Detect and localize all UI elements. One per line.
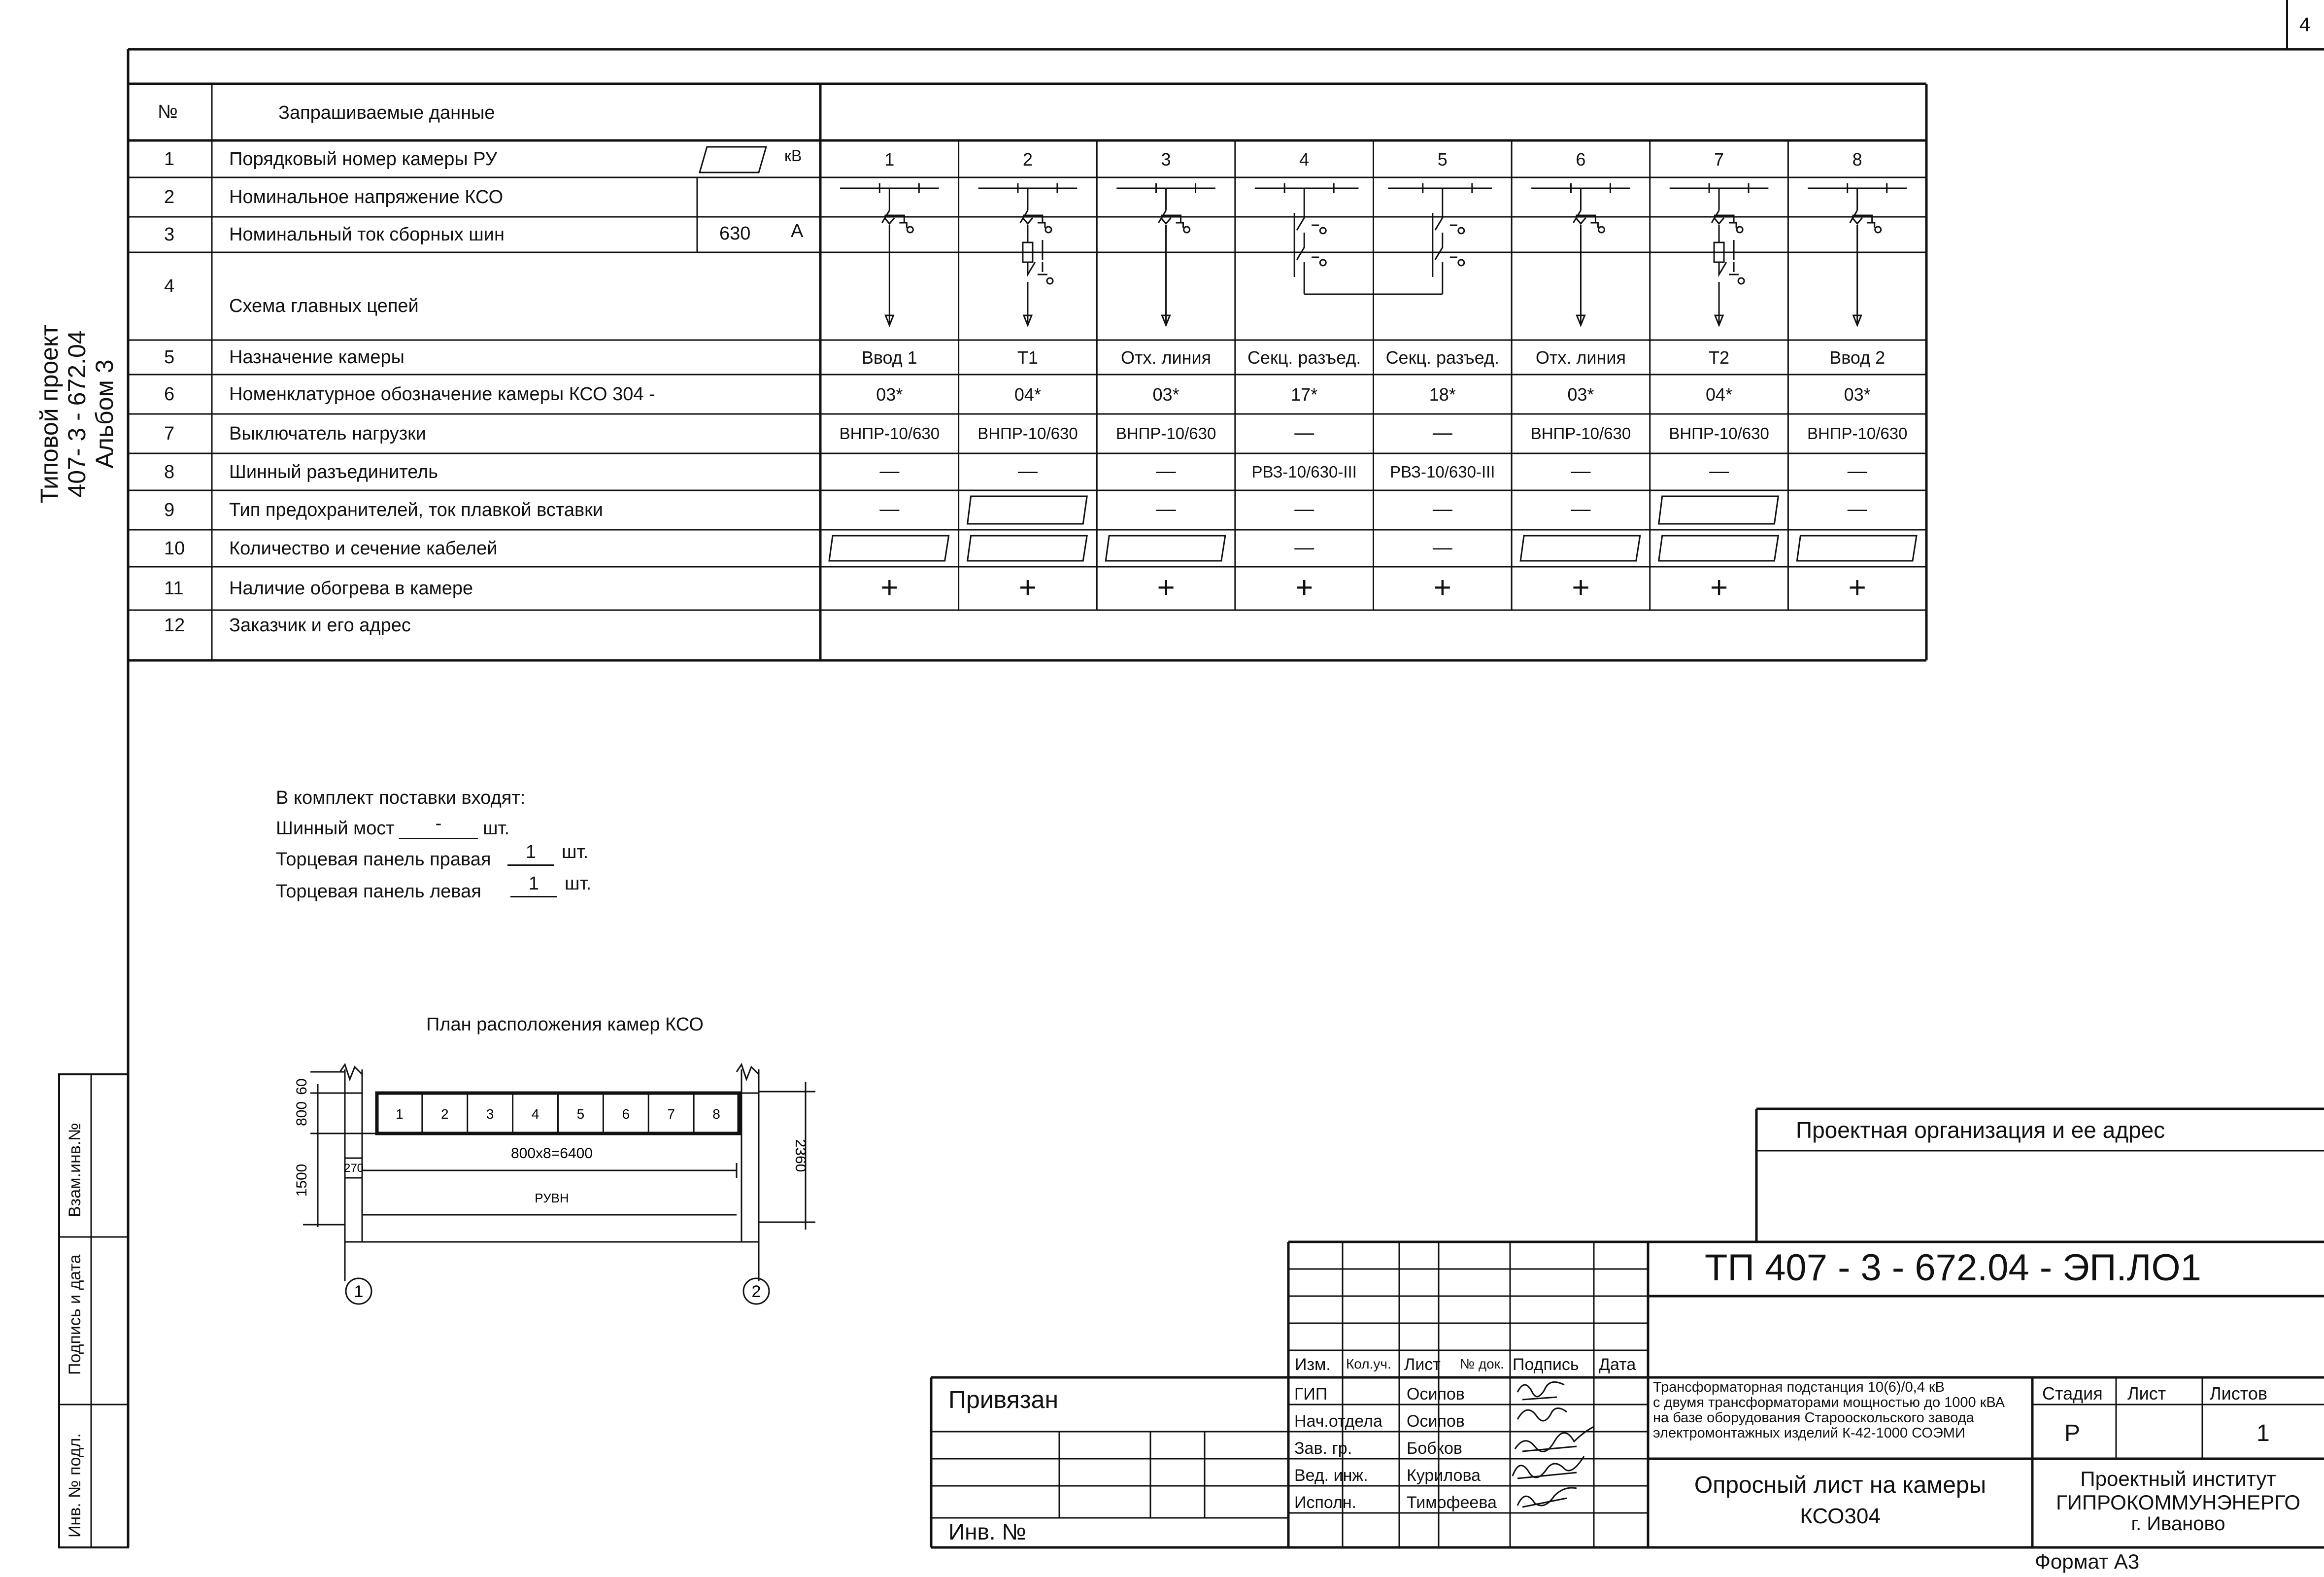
format-label: Формат А3 — [2035, 1550, 2140, 1573]
cell-1-purpose: Ввод 1 — [861, 347, 917, 368]
cell-3-heating: + — [1157, 571, 1175, 605]
cell-2-heating: + — [1018, 571, 1037, 605]
side-title-line2: 407- 3 - 672.04 — [63, 330, 91, 498]
row-2-unit: кВ — [784, 147, 802, 165]
cell-8-disconnector: — — [1847, 460, 1867, 482]
cell-1-fuse: — — [879, 498, 900, 520]
institute-1: Проектный институт — [2080, 1467, 2276, 1490]
cell-7-code: 04* — [1706, 384, 1733, 405]
plan-cell-7: 7 — [667, 1106, 675, 1122]
row-4-no: 4 — [164, 276, 175, 297]
drawing-code: ТП 407 - 3 - 672.04 - ЭП.ЛО1 — [1705, 1247, 2201, 1289]
row-3-label: Номинальный ток сборных шин — [229, 224, 505, 245]
cell-8-switch: ВНПР-10/630 — [1807, 424, 1908, 443]
row-10-no: 10 — [164, 538, 185, 559]
header-requested: Запрашиваемые данные — [278, 103, 495, 123]
sheets-value: 1 — [2257, 1420, 2270, 1446]
col-list: Лист — [1404, 1355, 1441, 1374]
stamp-inv-original: Инв. № подл. — [66, 1433, 84, 1538]
row-12-no: 12 — [164, 615, 185, 636]
person-name: Бобков — [1407, 1439, 1462, 1458]
row-9-label: Тип предохранителей, ток плавкой вставки — [229, 500, 604, 520]
col-date: Дата — [1599, 1355, 1636, 1374]
signatures — [1513, 1382, 1594, 1507]
cell-5-disconnector: РВЗ-10/630-III — [1390, 462, 1495, 481]
row-10-label: Количество и сечение кабелей — [229, 538, 498, 559]
cell-3-switch: ВНПР-10/630 — [1115, 424, 1216, 443]
row-3-unit: А — [791, 221, 804, 241]
plan-axis-1: 1 — [354, 1282, 364, 1301]
cell-7-disconnector: — — [1709, 460, 1729, 482]
row-2-label: Номинальное напряжение КСО — [229, 187, 504, 207]
cell-5-purpose: Секц. разъед. — [1385, 347, 1500, 368]
cell-4-heating: + — [1295, 571, 1314, 605]
plan-dim-270: 270 — [343, 1162, 364, 1175]
kit-panel-right-label: Торцевая панель правая — [276, 849, 491, 870]
cell-2-num: 2 — [1022, 149, 1033, 170]
row-6-label: Номенклатурное обозначение камеры КСО 304 - — [229, 384, 655, 405]
bound-label: Привязан — [948, 1386, 1059, 1413]
desc-line-4: электромонтажных изделий К-42-1000 СОЭМИ — [1653, 1425, 1965, 1441]
row-1-label: Порядковый номер камеры РУ — [229, 148, 497, 170]
cell-1-num: 1 — [884, 149, 895, 170]
cell-2-switch: ВНПР-10/630 — [977, 424, 1078, 443]
stamp-signature-date: Подпись и дата — [66, 1254, 84, 1375]
cell-5-num: 5 — [1437, 149, 1448, 170]
cell-8-num: 8 — [1852, 149, 1862, 170]
cell-8-code: 03* — [1844, 384, 1871, 405]
person-role: Вед. инж. — [1294, 1466, 1368, 1485]
kit-bus-bridge-unit: шт. — [483, 818, 510, 839]
side-title-line3: Альбом 3 — [91, 359, 118, 469]
row-3-no: 3 — [164, 224, 175, 245]
cell-3-num: 3 — [1161, 149, 1171, 170]
stamp-replace-inv: Взам.инв.№ — [66, 1123, 84, 1217]
cell-4-purpose: Секц. разъед. — [1247, 347, 1361, 368]
desc-line-1: Трансформаторная подстанция 10(6)/0,4 кВ — [1653, 1379, 1945, 1395]
kit-panel-left-label: Торцевая панель левая — [276, 881, 481, 902]
person-role: Исполн. — [1294, 1493, 1357, 1512]
plan-cell-5: 5 — [576, 1106, 585, 1122]
col-kol-uch: Кол.уч. — [1346, 1356, 1391, 1371]
cell-1-disconnector: — — [879, 460, 900, 482]
kit-panel-left-value: 1 — [510, 874, 557, 897]
plan-total-dim: 800x8=6400 — [511, 1145, 593, 1162]
row-7-label: Выключатель нагрузки — [229, 423, 426, 444]
cell-4-disconnector: РВЗ-10/630-III — [1251, 462, 1357, 481]
row-2-no: 2 — [164, 187, 175, 207]
org-header: Проектная организация и ее адрес — [1796, 1117, 2165, 1143]
person-name: Курилова — [1407, 1466, 1481, 1485]
cell-2-code: 04* — [1014, 384, 1041, 405]
col-doc: № док. — [1460, 1356, 1504, 1371]
stage-value: Р — [2064, 1420, 2081, 1446]
row-11-label: Наличие обогрева в камере — [229, 578, 473, 599]
cell-1-heating: + — [880, 571, 899, 605]
plan-cell-1: 1 — [396, 1106, 404, 1122]
description — [1653, 1380, 2005, 1441]
kit-bus-bridge-label: Шинный мост — [276, 818, 395, 839]
cell-2-disconnector: — — [1017, 460, 1038, 482]
header-no: № — [158, 102, 178, 122]
plan-cell-4: 4 — [531, 1106, 539, 1122]
plan-dim-2360: 2360 — [792, 1139, 808, 1172]
cell-4-fuse: — — [1294, 498, 1314, 520]
cell-5-code: 18* — [1429, 384, 1456, 405]
cell-1-code: 03* — [876, 384, 903, 405]
cell-4-code: 17* — [1291, 384, 1318, 405]
cell-5-cable: — — [1432, 536, 1452, 558]
cell-1-switch: ВНПР-10/630 — [839, 424, 940, 443]
cell-6-switch: ВНПР-10/630 — [1530, 424, 1631, 443]
cell-3-fuse: — — [1156, 498, 1176, 520]
stage-label: Стадия — [2042, 1383, 2103, 1404]
cell-6-num: 6 — [1576, 149, 1586, 170]
row-8-label: Шинный разъединитель — [229, 461, 438, 482]
person-name: Тимофеева — [1407, 1493, 1497, 1512]
cell-5-heating: + — [1433, 571, 1451, 605]
institute-3: г. Иваново — [2131, 1513, 2225, 1535]
cell-6-purpose: Отх. линия — [1535, 347, 1626, 368]
person-name: Осипов — [1407, 1412, 1465, 1431]
plan-axis-2: 2 — [751, 1282, 761, 1301]
cell-4-switch: — — [1294, 422, 1314, 444]
row-1-no: 1 — [164, 148, 175, 170]
cell-8-fuse: — — [1847, 498, 1867, 520]
person-role: Нач.отдела — [1294, 1412, 1382, 1431]
row-4-label: Схема главных цепей — [229, 296, 419, 316]
sheets-label: Листов — [2210, 1383, 2267, 1404]
cell-3-purpose: Отх. линия — [1121, 347, 1212, 368]
desc-line-3: на базе оборудования Старооскольского завода — [1653, 1410, 1974, 1426]
cell-6-fuse: — — [1571, 498, 1591, 520]
cell-6-code: 03* — [1567, 384, 1594, 405]
sheet-title-1: Опросный лист на камеры — [1694, 1472, 1987, 1498]
cell-5-fuse: — — [1432, 498, 1452, 520]
cell-7-switch: ВНПР-10/630 — [1669, 424, 1769, 443]
kit-panel-left-unit: шт. — [565, 873, 592, 894]
row-5-no: 5 — [164, 347, 175, 368]
plan-title: План расположения камер КСО — [426, 1014, 704, 1035]
cell-7-purpose: Т2 — [1709, 347, 1730, 368]
row-8-no: 8 — [164, 461, 175, 482]
row-12-label: Заказчик и его адрес — [229, 615, 411, 636]
side-title-line1: Типовой проект — [35, 324, 63, 504]
inv-label: Инв. № — [948, 1519, 1026, 1544]
cell-8-heating: + — [1848, 571, 1866, 605]
cell-6-disconnector: — — [1571, 460, 1591, 482]
desc-line-2: с двумя трансформаторами мощностью до 1000 кВА — [1653, 1395, 2005, 1410]
cell-4-cable: — — [1294, 536, 1314, 558]
plan-cell-3: 3 — [486, 1106, 494, 1122]
cell-7-num: 7 — [1714, 149, 1724, 170]
cell-2-purpose: Т1 — [1017, 347, 1038, 368]
sheet-label: Лист — [2127, 1383, 2166, 1404]
kit-panel-right-unit: шт. — [562, 842, 589, 862]
row-9-no: 9 — [164, 500, 175, 520]
plan-room-label: РУВН — [535, 1191, 569, 1205]
col-izm: Изм. — [1295, 1355, 1331, 1374]
plan-dim-1500: 1500 — [294, 1164, 310, 1197]
kit-bus-bridge-value: - — [399, 814, 478, 839]
person-name: Осипов — [1407, 1385, 1465, 1404]
plan-cell-6: 6 — [622, 1106, 630, 1122]
row-5-label: Назначение камеры — [229, 347, 404, 368]
plan-dim-800: 800 — [294, 1101, 310, 1127]
cell-8-purpose: Ввод 2 — [1829, 347, 1886, 368]
kit-title: В комплект поставки входят: — [276, 788, 526, 808]
sheet-title-2: КСО304 — [1800, 1504, 1881, 1528]
sheet-number: 4 — [2299, 14, 2311, 35]
cell-3-code: 03* — [1152, 384, 1179, 405]
col-sign: Подпись — [1513, 1355, 1579, 1374]
row-7-no: 7 — [164, 423, 175, 444]
plan-cell-2: 2 — [441, 1106, 449, 1122]
cell-3-disconnector: — — [1156, 460, 1176, 482]
kit-panel-right-value: 1 — [507, 843, 554, 866]
person-role: ГИП — [1294, 1385, 1328, 1404]
institute-2: ГИПРОКОММУНЭНЕРГО — [2055, 1491, 2301, 1514]
person-role: Зав. гр. — [1294, 1439, 1352, 1458]
row-3-value: 630 — [719, 223, 751, 244]
plan-dim-60: 60 — [294, 1078, 310, 1095]
cell-6-heating: + — [1572, 571, 1590, 605]
plan-cell-8: 8 — [712, 1106, 720, 1122]
cell-7-heating: + — [1710, 571, 1728, 605]
row-6-no: 6 — [164, 384, 175, 405]
cell-5-switch: — — [1432, 422, 1452, 444]
cell-4-num: 4 — [1299, 149, 1310, 170]
row-11-no: 11 — [164, 578, 184, 599]
